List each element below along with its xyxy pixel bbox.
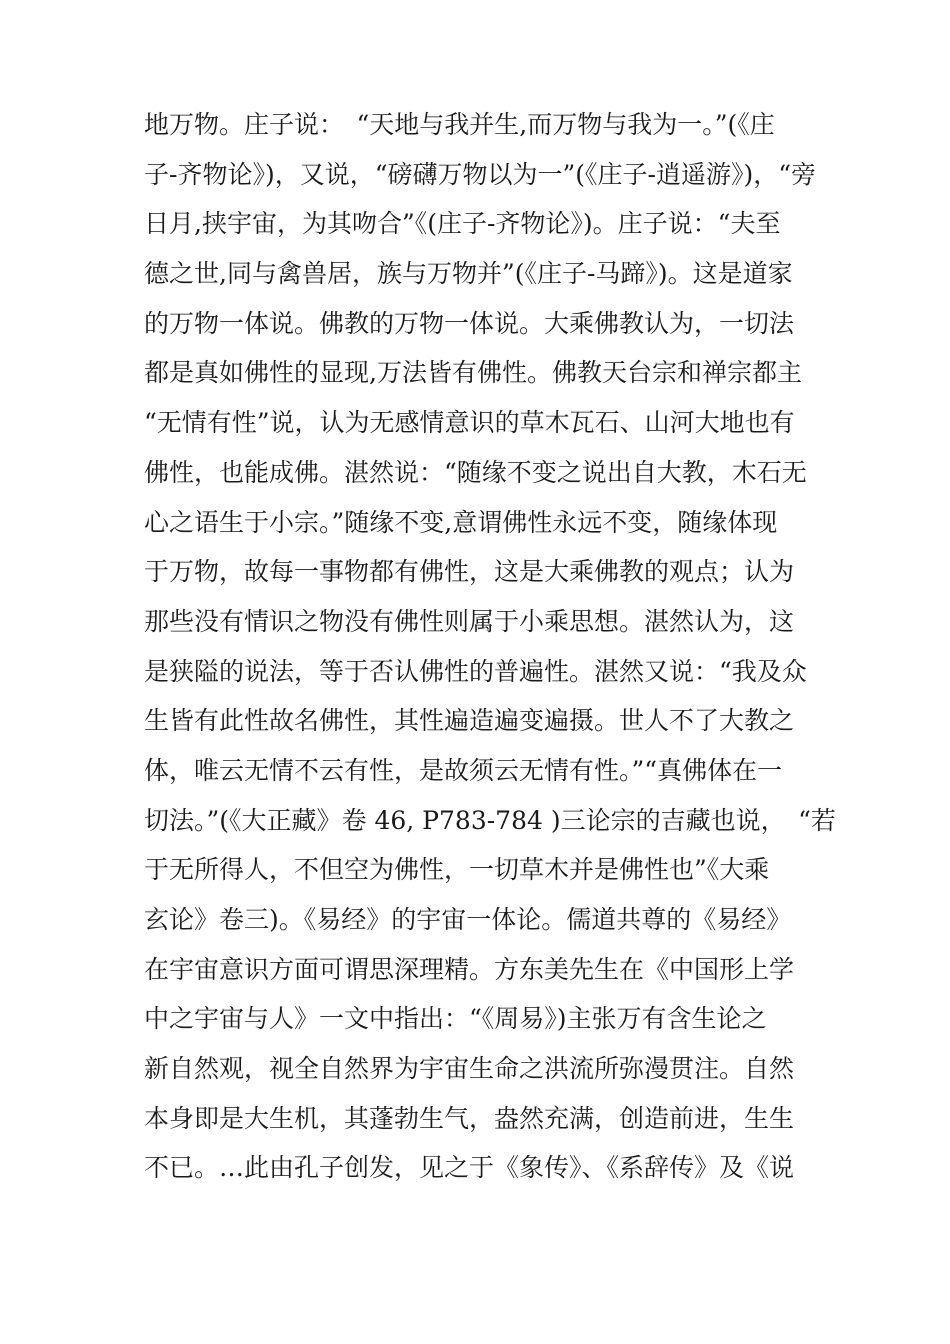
text-line: 那些没有情识之物没有佛性则属于小乘思想。湛然认为，这 (144, 606, 795, 636)
text-line: 于无所得人，不但空为佛性，一切草木并是佛性也”《大乘 (144, 855, 770, 885)
text-line: 不已。…此由孔子创发，见之于《象传》、《系辞传》及《说 (144, 1153, 795, 1183)
text-line: 中之宇宙与人》一文中指出：“《周易》)主张万有含生论之 (144, 1004, 767, 1034)
text-line: 德之世,同与禽兽居，族与万物并”(《庄子-马蹄》)。这是道家 (144, 259, 793, 289)
text-line: 在宇宙意识方面可谓思深理精。方东美先生在《中国形上学 (144, 954, 795, 984)
text-line: 子-齐物论》)，又说，“磅礴万物以为一”(《庄子-逍遥游》)，“旁 (144, 159, 816, 189)
text-line: “无情有性”说，认为无感情意识的草木瓦石、山河大地也有 (144, 408, 795, 438)
text-line: 玄论》卷三)。《易经》的宇宙一体论。儒道共尊的《易经》 (144, 905, 792, 934)
text-line: 心之语生于小宗。”随缘不变,意谓佛性永远不变，随缘体现 (144, 507, 778, 537)
text-line: 是狭隘的说法，等于否认佛性的普遍性。湛然又说：“我及众 (144, 656, 807, 686)
text-line: 切法。”(《大正藏》卷 46, P783-784 )三论宗的吉藏也说， “若 (144, 805, 836, 835)
text-line: 体，唯云无情不云有性，是故须云无情有性。”“真佛体在一 (144, 755, 783, 785)
text-line: 日月,挟宇宙，为其吻合”《(庄子-齐物论》)。庄子说：“夫至 (144, 209, 781, 239)
text-line: 的万物一体说。佛教的万物一体说。大乘佛教认为，一切法 (144, 308, 795, 338)
text-line: 新自然观，视全自然界为宇宙生命之洪流所弥漫贯注。自然 (144, 1054, 795, 1084)
text-line: 于万物，故每一事物都有佛性，这是大乘佛教的观点；认为 (144, 557, 795, 587)
text-line: 佛性，也能成佛。湛然说：“随缘不变之说出自大教，木石无 (144, 457, 807, 487)
body-text (144, 100, 844, 1193)
text-line: 都是真如佛性的显现,万法皆有佛性。佛教天台宗和禅宗都主 (144, 358, 802, 388)
text-line: 本身即是大生机，其蓬勃生气，盎然充满，创造前进，生生 (144, 1103, 795, 1133)
text-line: 地万物。庄子说： “天地与我并生,而万物与我为一。”(《庄 (144, 110, 775, 139)
text-line: 生皆有此性故名佛性，其性遍造遍变遍摄。世人不了大教之 (144, 706, 795, 736)
